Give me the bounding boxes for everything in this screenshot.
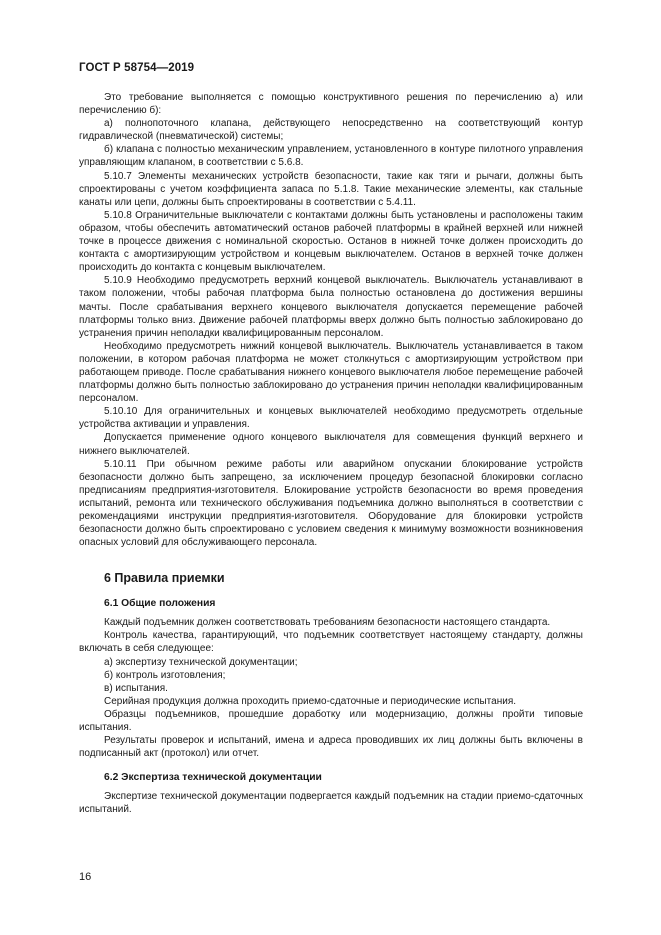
list-item: в) испытания.: [104, 682, 168, 694]
paragraph: Контроль качества, гарантирующий, что подъемник соответствует настоящему стандарту, должны включать в себя следующее:: [79, 630, 583, 655]
list-item: а) полнопоточного клапана, действующего непосредственно на соответствующий контур гидравлической (пневматической) системы;: [79, 118, 583, 143]
subsection-title: 6.1 Общие положения: [104, 598, 216, 610]
clause-5-10-11: 5.10.11 При обычном режиме работы или аварийном опускании блокирование устройств безопасности должно быть запрещено, за исключением процедур безопасной блокировки согласно предписаниям предприятия-изготовителя. Блокирование устройств безопасности во время проведения испытаний, ремонта или технического обслуживания подъемника должно выполняться в соответствии с рекомендациями инструкции предприятия-изготовителя. Оборудование для блокировки устройств безопасности должно быть спроектировано с условием сведения к минимуму возможности возникновения опасных условий для обслуживающего персонала.: [79, 458, 583, 549]
page-number: 16: [79, 871, 92, 883]
list-item: б) клапана с полностью механическим управлением, установленного в контуре пилотного управления управляющим клапаном, в соответствии с 5.6.8.: [79, 144, 583, 169]
paragraph: Необходимо предусмотреть нижний концевой выключатель. Выключатель устанавливается в таком положении, в котором рабочая платформа не может столкнуться с амортизирующим устройством при работающем приводе. После срабатывания нижнего концевого выключателя любое перемещение рабочей платформы должно быть полностью заблокировано до устранения причин неполадки квалифицированным персоналом.: [79, 340, 583, 405]
paragraph: Образцы подъемников, прошедшие доработку или модернизацию, должны пройти типовые испытания.: [79, 708, 583, 734]
paragraph: Результаты проверок и испытаний, имена и адреса проводивших их лиц должны быть включены в подписанный акт (протокол) или отчет.: [79, 735, 583, 760]
clause-5-10-8: 5.10.8 Ограничительные выключатели с контактами должны быть установлены и расположены таким образом, чтобы обеспечить автоматический останов рабочей платформы в крайней верхней или нижней точке в процессе движения с номинальной скоростью. Останов в нижней точке должен происходить до контакта с амортизирующим устройством и концевым выключателем. Останов в верхней точке должен происходить до контакта с концевым выключателем.: [79, 209, 583, 274]
list-item: а) экспертизу технической документации;: [104, 656, 298, 668]
paragraph: Это требование выполняется с помощью конструктивного решения по перечислению а) или перечислению б):: [79, 92, 583, 117]
subsection-title: 6.2 Экспертиза технической документации: [104, 772, 322, 784]
section-title: 6 Правила приемки: [104, 571, 225, 586]
clause-5-10-9: 5.10.9 Необходимо предусмотреть верхний концевой выключатель. Выключатель устанавливают в таком положении, чтобы рабочая платформа была полностью остановлена до достижения вершины мачты. После срабатывания верхнего концевого выключателя допускается перемещение рабочей платформы только вниз. Движение рабочей платформы вверх должно быть полностью заблокировано до устранения причин неполадки квалифицированным персоналом.: [79, 275, 583, 339]
clause-5-10-7: 5.10.7 Элементы механических устройств безопасности, такие как тяги и рычаги, должны быть спроектированы с учетом коэффициента запаса по 5.1.8. Такие механические элементы, как стальные канаты или цепи, должны быть спроектированы в соответствии с 5.4.11.: [79, 170, 583, 208]
document-body: [79, 91, 583, 817]
list-item: б) контроль изготовления;: [104, 669, 226, 681]
clause-5-10-10: 5.10.10 Для ограничительных и концевых выключателей необходимо предусмотреть отдельные устройства активации и управления.: [79, 406, 583, 431]
paragraph: Серийная продукция должна проходить приемо-сдаточные и периодические испытания.: [104, 695, 517, 707]
paragraph: Экспертизе технической документации подвергается каждый подъемник на стадии приемо-сдаточных испытаний.: [79, 791, 583, 816]
document-header: ГОСТ Р 58754—2019: [79, 62, 195, 74]
paragraph: Каждый подъемник должен соответствовать требованиям безопасности настоящего стандарта.: [104, 617, 551, 629]
paragraph: Допускается применение одного концевого выключателя для совмещения функций верхнего и нижнего выключателей.: [79, 432, 583, 457]
